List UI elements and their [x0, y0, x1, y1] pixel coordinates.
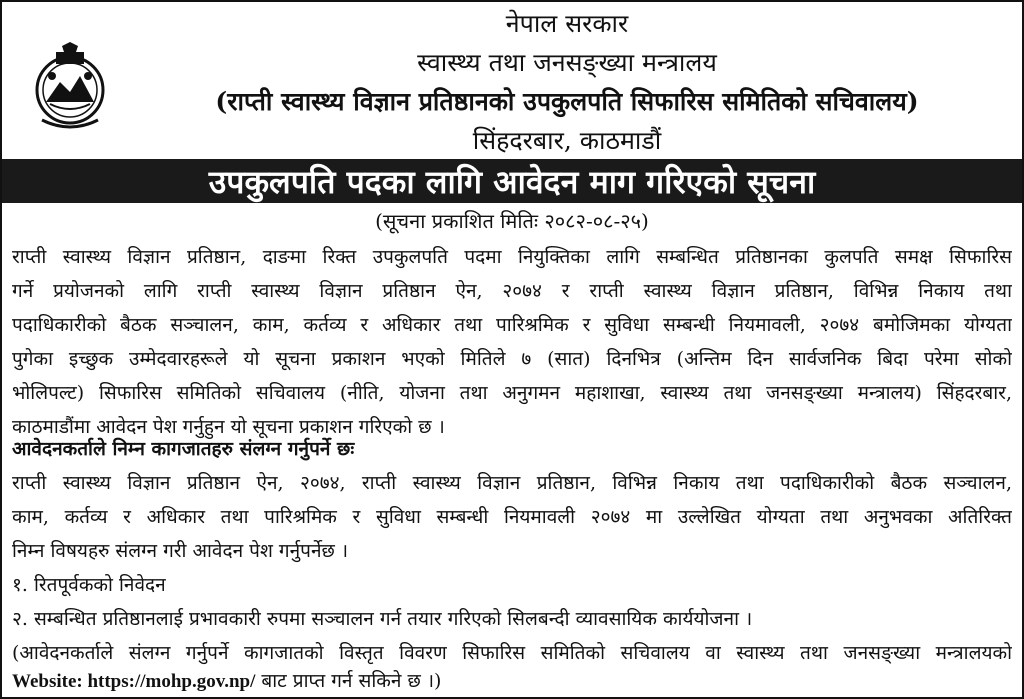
- list-item: २. सम्बन्धित प्रतिष्ठानलाई प्रभावकारी रुपमा सञ्चालन गर्न तयार गरिएको सिलबन्दी व्यावसायिक कार्ययोजना ।: [12, 608, 753, 630]
- paragraph-line: गर्ने प्रयोजनको लागि राप्ती स्वास्थ्य विज्ञान प्रतिष्ठान ऐन, २०७४ र राप्ती स्वास्थ्य विज्ञान प्रतिष्ठान, विभिन्न निकाय तथा: [12, 280, 1012, 302]
- footnote-line: (आवेदनकर्ताले संलग्न गर्नुपर्ने कागजातको विस्तृत विवरण सिफारिस समितिको सचिवालय वा स्वास्थ्य तथा जनसङ्ख्या मन्त्रालयको: [12, 642, 1012, 664]
- nepal-emblem-icon: [32, 42, 108, 130]
- paragraph-line: पुगेका इच्छुक उम्मेदवारहरूले यो सूचना प्रकाशन भएको मितिले ७ (सात) दिनभित्र (अन्तिम दिन सार्वजनिक बिदा परेमा सोको: [12, 348, 1012, 370]
- header-secretariat: (राप्ती स्वास्थ्य विज्ञान प्रतिष्ठानको उपकुलपति सिफारिस समितिको सचिवालय): [215, 87, 919, 116]
- header-ministry: स्वास्थ्य तथा जनसङ्ख्या मन्त्रालय: [417, 48, 717, 77]
- header-government: नेपाल सरकार: [505, 9, 629, 38]
- list-item: १. रितपूर्वकको निवेदन: [12, 574, 166, 596]
- paragraph-line: काम, कर्तव्य र अधिकार तथा पारिश्रमिक र सुविधा सम्बन्धी नियमावली २०७४ मा उल्लेखित योग्यता तथा अनुभवका अतिरिक्त: [12, 506, 1012, 528]
- header-location: सिंहदरबार, काठमाडौं: [472, 126, 662, 155]
- footnote-suffix: बाट प्राप्त गर्न सकिने छ ।): [255, 670, 442, 692]
- documents-heading: आवेदनकर्ताले निम्न कागजातहरु संलग्न गर्नुपर्ने छः: [12, 438, 355, 460]
- paragraph-line: काठमाडौंमा आवेदन पेश गर्नुहुन यो सूचना प्रकाशन गरिएको छ ।: [12, 416, 445, 438]
- paragraph-line: राप्ती स्वास्थ्य विज्ञान प्रतिष्ठान, दाङमा रिक्त उपकुलपति पदमा नियुक्तिका लागि सम्बन्धित प्रतिष्ठानका कुलपति समक्ष सिफारिस: [12, 246, 1012, 268]
- paragraph-line: निम्न विषयहरु संलग्न गरी आवेदन पेश गर्नुपर्नेछ ।: [12, 540, 349, 562]
- paragraph-line: राप्ती स्वास्थ्य विज्ञान प्रतिष्ठान ऐन, २०७४, राप्ती स्वास्थ्य विज्ञान प्रतिष्ठान, विभिन्न निकाय तथा पदाधिकारीको बैठक सञ्चालन,: [12, 472, 1012, 494]
- paragraph-line: भोलिपल्ट) सिफारिस समितिको सचिवालय (नीति, योजना तथा अनुगमन महाशाखा, स्वास्थ्य तथा जनसङ्ख्या मन्त्रालय) सिंहदरबार,: [12, 382, 1012, 404]
- publication-date: (सूचना प्रकाशित मितिः २०८२-०८-२५): [375, 209, 649, 233]
- paragraph-line: पदाधिकारीको बैठक सञ्चालन, काम, कर्तव्य र अधिकार तथा पारिश्रमिक र सुविधा सम्बन्धी नियमावली, २०७४ बमोजिमका योग्यता: [12, 314, 1012, 336]
- notice-title-banner: उपकुलपति पदका लागि आवेदन माग गरिएको सूचना: [2, 159, 1022, 203]
- website-link[interactable]: Website: https://mohp.gov.np/: [12, 671, 256, 692]
- footnote-line-2: [12, 664, 1012, 699]
